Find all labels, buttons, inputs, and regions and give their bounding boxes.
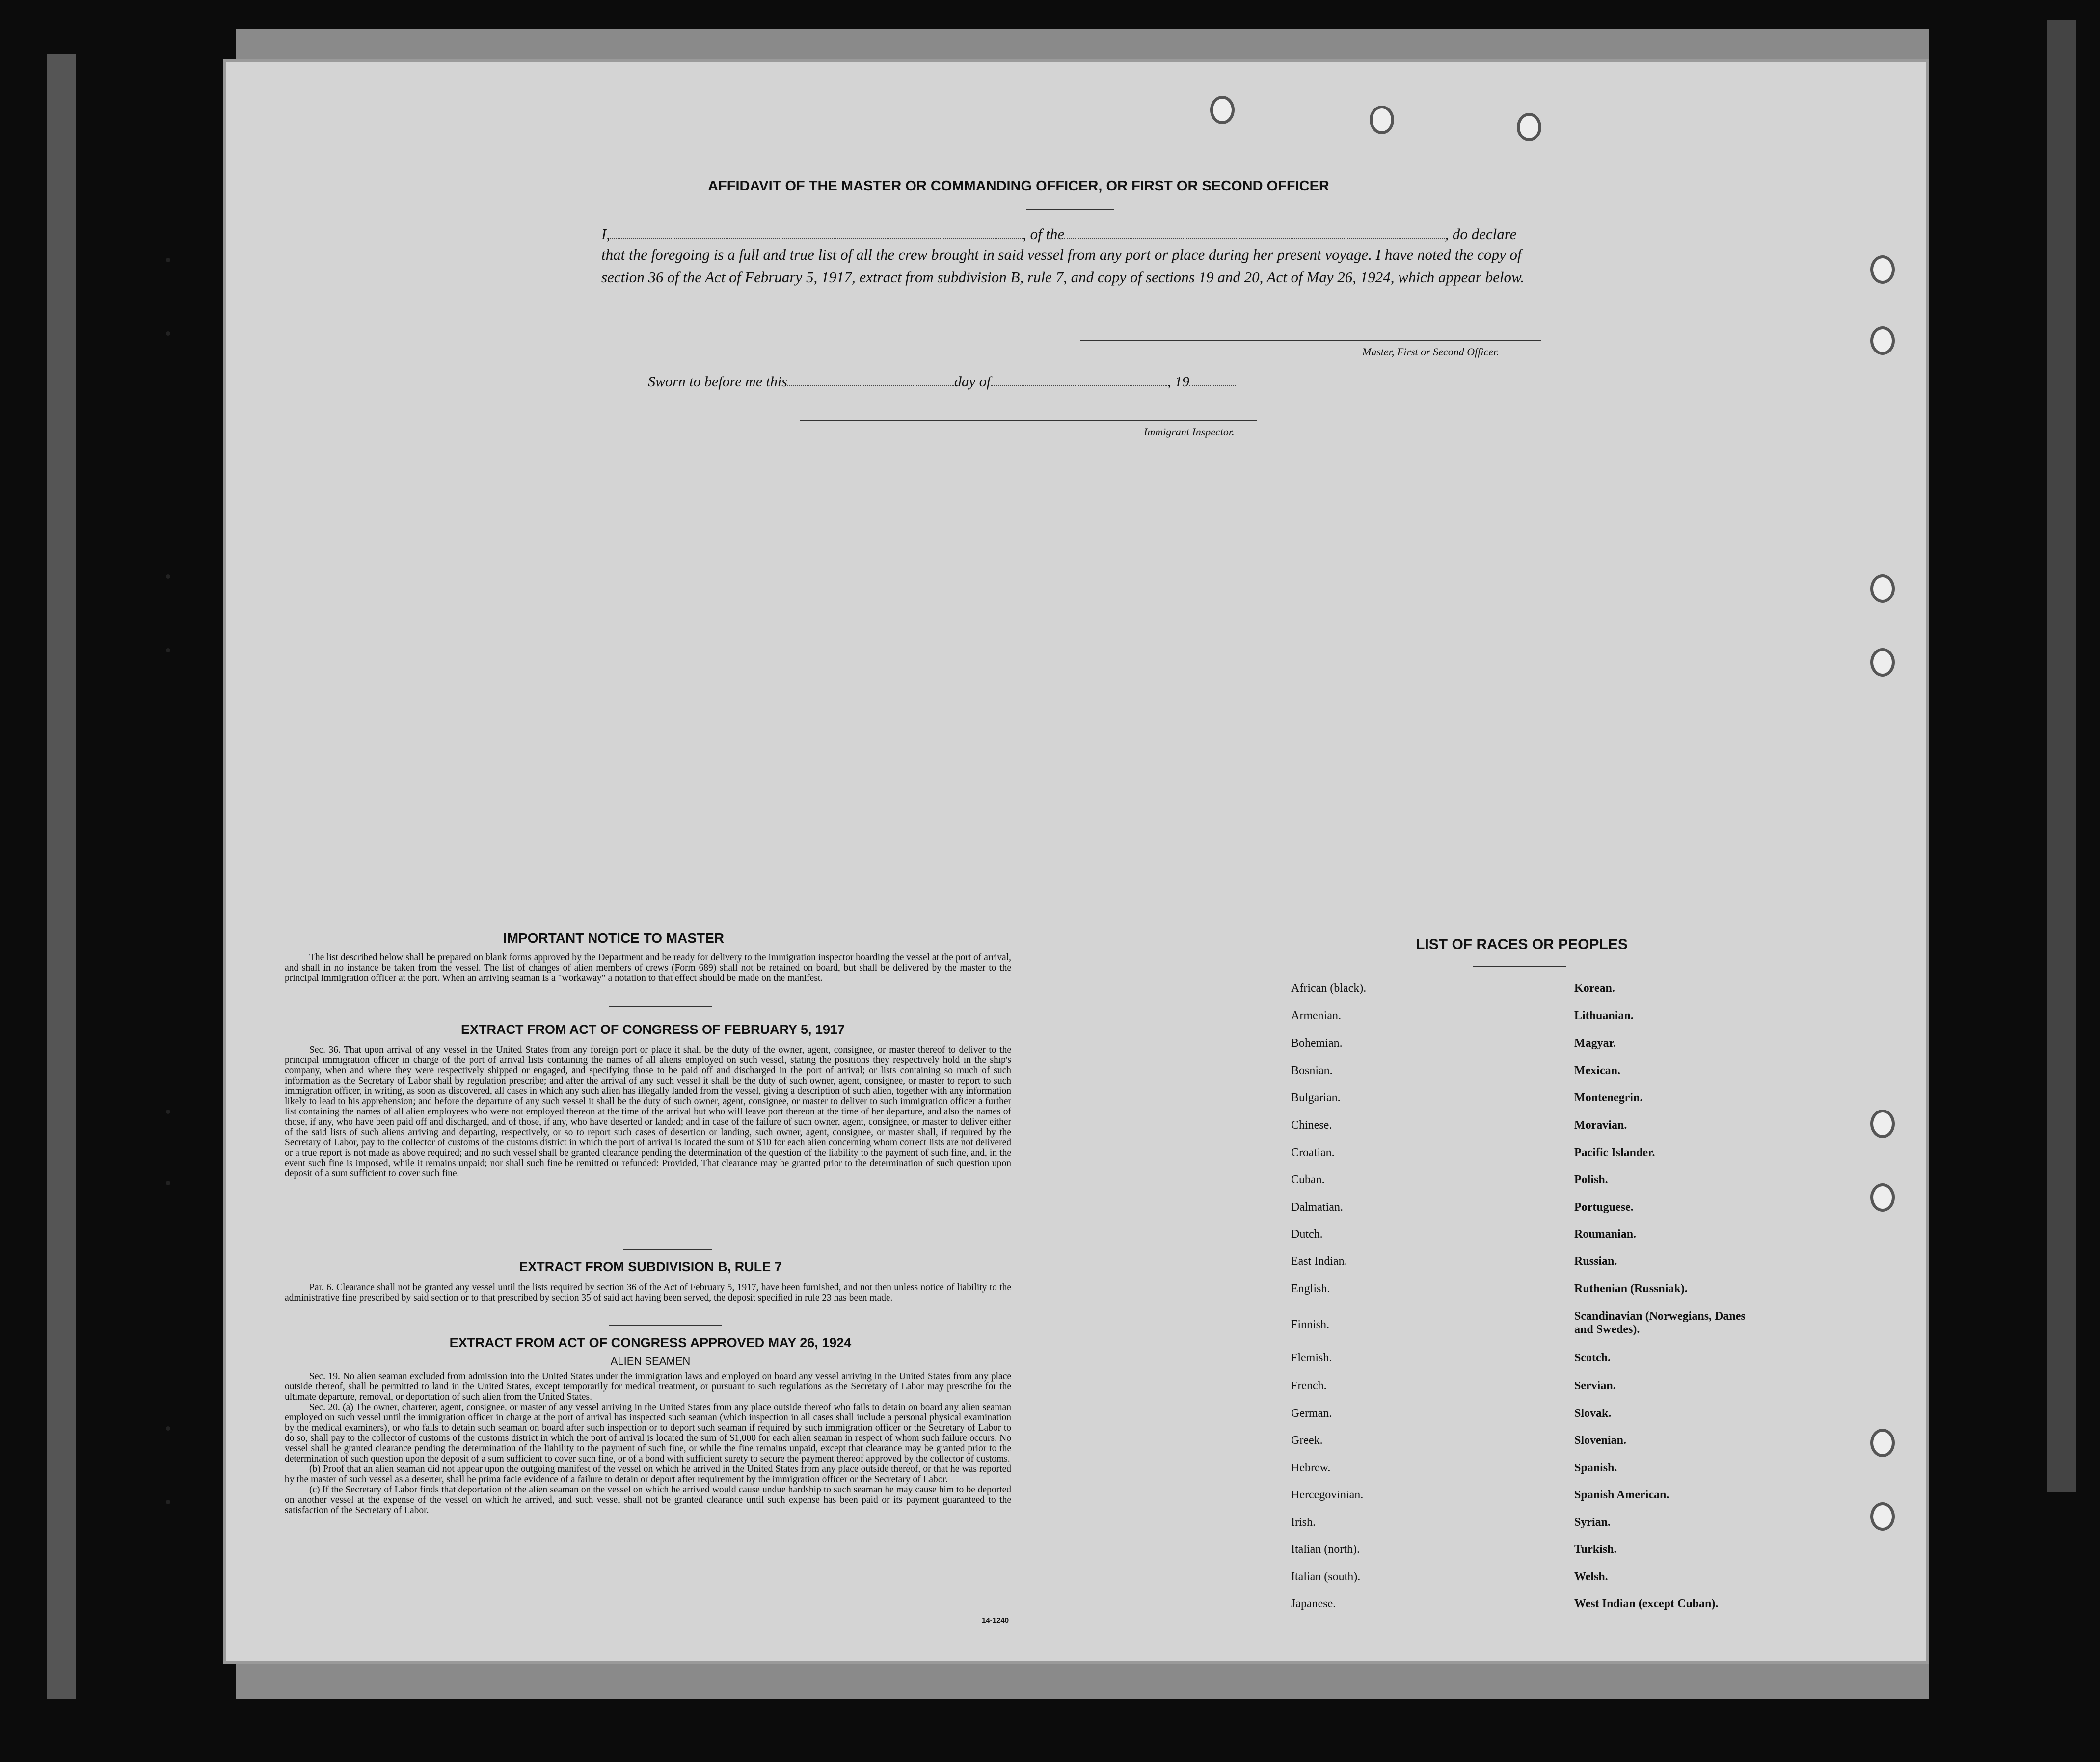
- race-item: African (black).: [1291, 982, 1367, 995]
- race-item: Roumanian.: [1574, 1228, 1637, 1241]
- sworn-day-of: day of: [954, 374, 991, 390]
- race-item: West Indian (except Cuban).: [1574, 1598, 1719, 1610]
- affidavit-declaration-line: [601, 223, 1544, 245]
- race-item: Armenian.: [1291, 1009, 1341, 1022]
- race-item: Slovenian.: [1574, 1434, 1627, 1447]
- race-item: Syrian.: [1574, 1516, 1611, 1529]
- race-item: Russian.: [1574, 1255, 1617, 1268]
- race-item: French.: [1291, 1380, 1327, 1392]
- officer-name-blank: [610, 225, 1023, 239]
- affidavit-do-declare-label: , do declare: [1445, 225, 1517, 243]
- race-item: Turkish.: [1574, 1543, 1617, 1556]
- paragraph-6: Par. 6. Clearance shall not be granted any vessel until the lists required by section 36 of the Act of February 5, 1917, have been furnished, and not then unless notice of liability to the administrative fine prescribed by said section or to that prescribed by section 35 of said act having been served, the deposit specified in rule 23 has been made.: [285, 1282, 1011, 1303]
- section-20b-paragraph: (b) Proof that an alien seaman did not appear upon the outgoing manifest of the vessel on which he arrived in the United States from any place outside thereof, or that he was reported by the master of such vessel as a deserter, shall be prima facie evidence of a failure to detain or deport after requirement by the immigration officer or the Secretary of Labor.: [285, 1464, 1011, 1485]
- race-item: Chinese.: [1291, 1119, 1332, 1132]
- race-item: Cuban.: [1291, 1173, 1325, 1186]
- race-item: Portuguese.: [1574, 1201, 1634, 1214]
- race-item: Lithuanian.: [1574, 1009, 1634, 1022]
- race-item: Bulgarian.: [1291, 1091, 1341, 1104]
- race-item: Scotch.: [1574, 1352, 1611, 1364]
- inspector-signature-line: [800, 420, 1257, 421]
- race-item: Spanish.: [1574, 1462, 1617, 1474]
- extract-1924-title: EXTRACT FROM ACT OF CONGRESS APPROVED MAY 26, 1924: [449, 1335, 852, 1350]
- sworn-line: [648, 371, 1286, 393]
- sworn-day-blank: [787, 373, 954, 386]
- punch-dot: [166, 648, 170, 652]
- race-item: East Indian.: [1291, 1255, 1347, 1268]
- race-item: English.: [1291, 1282, 1330, 1295]
- race-item: German.: [1291, 1407, 1332, 1420]
- race-item: Croatian.: [1291, 1146, 1335, 1159]
- binder-hole: [1870, 1502, 1895, 1531]
- races-title: LIST OF RACES OR PEOPLES: [1416, 936, 1628, 952]
- binder-hole: [1370, 106, 1394, 134]
- race-item: Dalmatian.: [1291, 1201, 1343, 1214]
- race-item: Korean.: [1574, 982, 1615, 995]
- binder-hole: [1870, 648, 1895, 677]
- races-title-rule: [1473, 966, 1566, 967]
- binder-hole: [1210, 96, 1235, 124]
- race-item: Ruthenian (Russniak).: [1574, 1282, 1688, 1295]
- scan-edge-right: [2047, 20, 2076, 1492]
- section-20c-paragraph: (c) If the Secretary of Labor finds that deportation of the alien seaman on the vessel on which he arrived would cause undue hardship to such seaman he may cause him to be deported on another vessel at the expense of the vessel on which he arrived, and such vessel shall not be granted clearance until such expense has been paid or its payment guaranteed to the satisfaction of the Secretary of Labor.: [285, 1485, 1011, 1516]
- punch-dot: [166, 258, 170, 262]
- punch-dot: [166, 1426, 170, 1431]
- alien-seamen-subtitle: ALIEN SEAMEN: [610, 1355, 691, 1367]
- race-item: Hercegovinian.: [1291, 1489, 1364, 1501]
- section-36-paragraph: Sec. 36. That upon arrival of any vessel in the United States from any foreign port or place it shall be the duty of the owner, agent, consignee, or master thereof to deliver to the principal immigration officer in charge of the port of arrival lists containing the names of all aliens employed on such vessel, stating the positions they respectively hold in the ship's company, when and where they were respectively shipped or engaged, and specifying those to be paid off and discharged in the port of arrival; or lists containing so much of such information as the Secretary of Labor shall by regulation prescribe; and after the arrival of any such vessel it shall be the duty of such owner, agent, consignee, or master to report to such immigration officer, in writing, as soon as discovered, all cases in which any such alien has illegally landed from the vessel, giving a description of such alien, together with any information likely to lead to his apprehension; and before the departure of any such vessel it shall be the duty of such owner, agent, consignee, or master to deliver to such immigration officer a further list containing the names of all alien employees who were not employed thereon at the time of the arrival but who will leave port thereon at the time of her departure, and also the names of those, if any, who have been paid off and discharged, and of those, if any, who have deserted or landed; and in case of the failure of such owner, agent, consignee, or master to deliver either of the said lists of such aliens arriving and departing, respectively, or so to report such cases of desertion or landing, such owner, agent, consignee, or master shall, if required by the Secretary of Labor, pay to the collector of customs of the customs district in which the port of arrival is located the sum of $10 for each alien concerning whom correct lists are not delivered or a true report is not made as above required; and no such vessel shall be granted clearance pending the determination of the question of the liability to the payment of such fine, and, in the event such fine is imposed, while it remains unpaid; nor shall such fine be remitted or refunded: Provided, That clearance may be granted prior to the determination of such question upon deposit of a sum sufficient to cover such fine.: [285, 1045, 1011, 1179]
- sworn-prefix: Sworn to before me this: [648, 374, 787, 390]
- punch-dot: [166, 1110, 170, 1114]
- race-item: Bosnian.: [1291, 1064, 1333, 1077]
- inspector-caption: Immigrant Inspector.: [1144, 426, 1235, 438]
- binder-hole: [1870, 1110, 1895, 1138]
- race-item: Dutch.: [1291, 1228, 1323, 1241]
- race-item: Mexican.: [1574, 1064, 1620, 1077]
- notice-body: [285, 952, 1011, 983]
- binder-hole: [1870, 1183, 1895, 1212]
- race-item: Hebrew.: [1291, 1462, 1331, 1474]
- race-item: Welsh.: [1574, 1571, 1608, 1583]
- notice-title: IMPORTANT NOTICE TO MASTER: [503, 930, 725, 946]
- section-rule: [623, 1249, 712, 1250]
- section-20a-paragraph: Sec. 20. (a) The owner, charterer, agent, consignee, or master of any vessel arriving in the United States from any place outside thereof who fails to detain on board any alien seaman employed on such vessel until the immigration officer in charge at the port of arrival has inspected such seaman (which inspection in all cases shall include a personal physical examination by the medical examiners), or who fails to detain such seaman on board after such inspection or to deport such seaman if required by such immigration officer or the Secretary of Labor to do so, shall pay to the collector of customs of the customs district in which the port of arrival is located the sum of $1,000 for each alien seaman in respect of whom such failure occurs. No vessel shall be granted clearance pending the determination of the liability to the payment of such fine, or while the fine remains unpaid, except that clearance may be granted prior to the determination of such question upon the deposit of a sum sufficient to cover such fine, or of a bond with sufficient surety to secure the payment thereof approved by the collector of customs.: [285, 1402, 1011, 1464]
- race-item: Servian.: [1574, 1380, 1616, 1392]
- race-item: Pacific Islander.: [1574, 1146, 1655, 1159]
- section-rule: [609, 1325, 722, 1326]
- race-item: Moravian.: [1574, 1119, 1627, 1132]
- notice-paragraph: The list described below shall be prepared on blank forms approved by the Department and be ready for delivery to the immigration inspector boarding the vessel at the port of arrival, and shall in no instance be taken from the vessel. The list of changes of alien members of crews (Form 689) shall not be retained on board, but shall be delivered by the master to the principal immigration officer at the port. When an arriving seaman is a "workaway" a notation to that effect should be made on the manifest.: [285, 952, 1011, 983]
- binder-hole: [1870, 574, 1895, 603]
- scan-edge-left: [47, 54, 76, 1699]
- sworn-year-blank: [1189, 373, 1236, 386]
- punch-dot: [166, 331, 170, 336]
- race-item: Spanish American.: [1574, 1489, 1669, 1501]
- race-item: Bohemian.: [1291, 1037, 1343, 1050]
- vessel-name-blank: [1064, 225, 1445, 239]
- affidavit-title: AFFIDAVIT OF THE MASTER OR COMMANDING OFFICER, OR FIRST OR SECOND OFFICER: [708, 178, 1329, 194]
- race-item: Montenegrin.: [1574, 1091, 1643, 1104]
- punch-dot: [166, 1500, 170, 1504]
- affidavit-of-the-label: , of the: [1023, 225, 1065, 243]
- race-item: Polish.: [1574, 1173, 1608, 1186]
- extract-1924-body: [285, 1371, 1011, 1516]
- section-19-paragraph: Sec. 19. No alien seaman excluded from admission into the United States under the immigration laws and employed on board any vessel arriving in the United States from any place outside thereof, shall be permitted to land in the United States, except temporarily for medical treatment, or pursuant to such regulations as the Secretary of Labor may prescribe for the ultimate departure, removal, or deportation of such alien from the United States.: [285, 1371, 1011, 1402]
- title-rule: [1026, 209, 1114, 210]
- punch-dot: [166, 1181, 170, 1185]
- sworn-month-blank: [991, 373, 1167, 386]
- race-item: Irish.: [1291, 1516, 1316, 1529]
- affidavit-i-label: I,: [601, 225, 611, 243]
- binder-hole: [1870, 1429, 1895, 1457]
- master-signature-line: [1080, 340, 1541, 341]
- binder-hole: [1870, 255, 1895, 284]
- punch-dot: [166, 574, 170, 579]
- race-item: Finnish.: [1291, 1318, 1330, 1331]
- extract-1917-body: [285, 1045, 1011, 1179]
- race-item: Japanese.: [1291, 1598, 1336, 1610]
- race-item: Scandinavian (Norwegians, Danes and Swedes).: [1574, 1310, 1746, 1336]
- master-signature-caption: Master, First or Second Officer.: [1362, 346, 1499, 358]
- binder-hole: [1517, 113, 1541, 141]
- extract-1917-title: EXTRACT FROM ACT OF CONGRESS OF FEBRUARY 5, 1917: [460, 1022, 845, 1037]
- race-item: Greek.: [1291, 1434, 1323, 1447]
- race-item: Italian (south).: [1291, 1571, 1361, 1583]
- sworn-year: , 19: [1167, 374, 1190, 390]
- race-item: Italian (north).: [1291, 1543, 1360, 1556]
- extract-rule7-body: [285, 1282, 1011, 1303]
- form-number: 14-1240: [982, 1616, 1009, 1625]
- binder-hole: [1870, 326, 1895, 355]
- extract-rule7-title: EXTRACT FROM SUBDIVISION B, RULE 7: [519, 1259, 782, 1274]
- race-item: Slovak.: [1574, 1407, 1612, 1420]
- section-rule: [609, 1006, 712, 1007]
- affidavit-body: that the foregoing is a full and true list of all the crew brought in said vessel from any port or place during her present voyage. I have noted the copy of section 36 of the Act of February 5, 1917, extract from subdivision B, rule 7, and copy of sections 19 and 20, Act of May 26, 1924, which appear below.: [601, 246, 1525, 286]
- race-item: Flemish.: [1291, 1352, 1332, 1364]
- race-item: Magyar.: [1574, 1037, 1616, 1050]
